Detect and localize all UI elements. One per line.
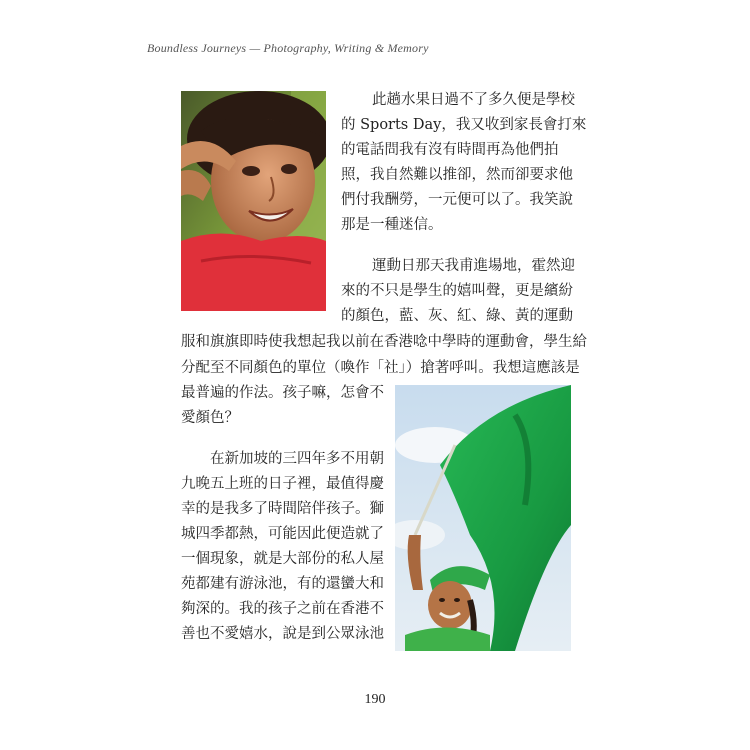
text-line: 的顏色，藍、灰、紅、綠、黃的運動 [341, 308, 573, 324]
text-line: 夠深的。我的孩子之前在香港不 [181, 601, 384, 617]
text-line: 苑都建有游泳池，有的還蠻大和 [181, 576, 384, 592]
child-with-green-flag-photo [395, 385, 571, 651]
text-line: 的電話問我有沒有時間再為他們拍 [341, 142, 559, 158]
text-line: 在新加坡的三四年多不用朝 [210, 451, 384, 467]
text-line: 分配至不同顏色的單位（喚作「社」）搶著呼叫。我想這應該是 [181, 360, 580, 376]
text-line: 來的不只是學生的嬉叫聲，更是繽紛 [341, 283, 573, 299]
text-line: 愛顏色？ [181, 410, 239, 426]
text-line: 那是一種迷信。 [341, 217, 443, 233]
text-line: 服和旗旗即時使我想起我以前在香港唸中學時的運動會，學生給 [181, 334, 587, 350]
text-line: 此趟水果日過不了多久便是學校 [372, 92, 575, 108]
text-line: 一個現象，就是大部份的私人屋 [181, 551, 384, 567]
child-smiling-photo [181, 91, 326, 311]
text-line: 幸的是我多了時間陪伴孩子。獅 [181, 501, 384, 517]
text-line: 最普遍的作法。孩子嘛，怎會不 [181, 385, 384, 401]
running-header: Boundless Journeys — Photography, Writing & Memory [147, 41, 429, 55]
page-number: 190 [364, 692, 386, 707]
text-line: 照，我自然難以推卻，然而卻要求他 [341, 167, 573, 183]
text-line: 們付我酬勞，一元便可以了。我笑說 [341, 192, 573, 208]
text-line: 城四季都熱，可能因此便造就了 [181, 526, 384, 542]
text-line: 九晚五上班的日子裡，最值得慶 [181, 476, 384, 492]
text-line: 的 Sports Day，我又收到家長會打來 [341, 117, 587, 133]
text-line: 運動日那天我甫進場地，霍然迎 [372, 258, 575, 274]
text-line: 善也不愛嬉水，說是到公眾泳池 [181, 626, 384, 642]
